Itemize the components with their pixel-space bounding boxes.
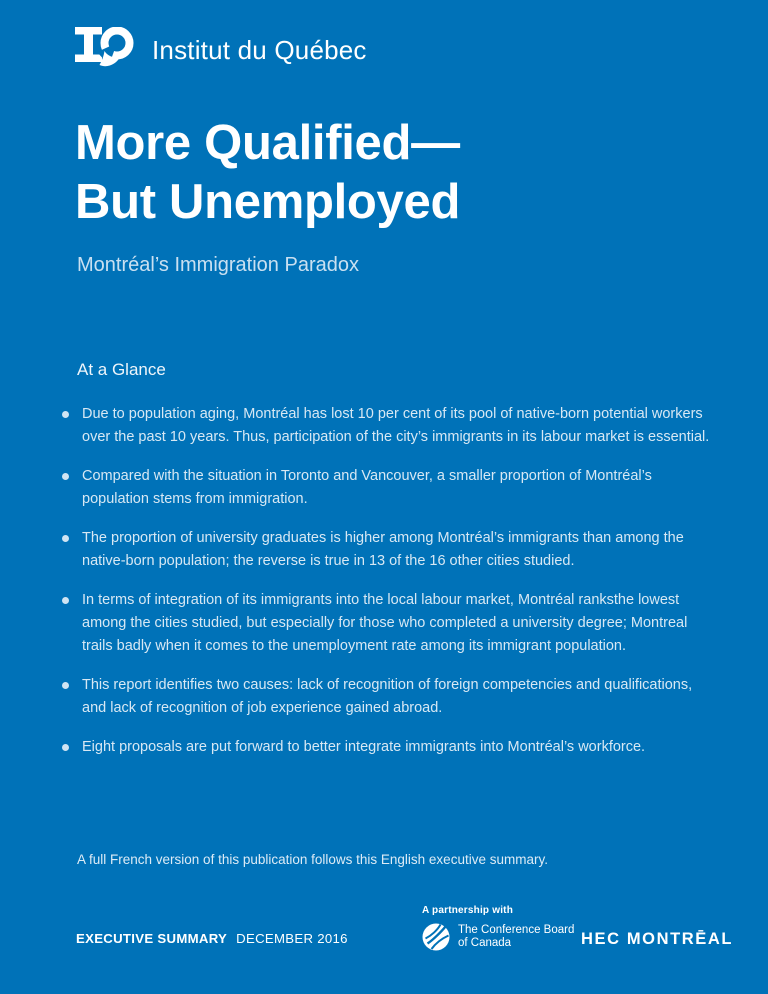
glance-bullet-list — [82, 403, 718, 775]
list-item — [82, 527, 718, 573]
bullet-text: Eight proposals are put forward to better integrate immigrants into Montréal’s workforce. — [82, 739, 646, 755]
bullet-dot-icon — [62, 682, 69, 689]
bullet-text: Due to population aging, Montréal has lost 10 per cent of its pool of native-born potential workers over the past 10 years. Thus, participation of the city’s immigrants in its labour market is essential. — [82, 406, 710, 445]
conference-board-logo — [422, 923, 574, 951]
bullet-dot-icon — [62, 744, 69, 751]
french-version-note: A full French version of this publication follows this English executive summary. — [77, 852, 548, 867]
at-a-glance-heading: At a Glance — [77, 360, 166, 379]
title-line-1: More Qualified— — [75, 116, 460, 170]
bullet-dot-icon — [62, 473, 69, 480]
bullet-text: Compared with the situation in Toronto and Vancouver, a smaller proportion of Montréal’s population stems from immigration. — [82, 468, 652, 507]
bullet-text: In terms of integration of its immigrants into the local labour market, Montréal ranksthe lowest among the cities studied, but especially for those who completed a university degree; Montreal trails badly when it comes to the unemployment rate among its immigrant population. — [82, 592, 688, 654]
list-item — [82, 674, 718, 720]
list-item — [82, 403, 718, 449]
list-item — [82, 465, 718, 511]
conference-board-line1: The Conference Board — [458, 923, 575, 936]
conference-board-globe-icon — [422, 923, 450, 951]
conference-board-name — [458, 924, 574, 951]
bullet-text: This report identifies two causes: lack of recognition of foreign competencies and qualifications, and lack of recognition of job experience gained abroad. — [82, 677, 693, 716]
footer-doc-info — [76, 931, 348, 946]
partnership-label: A partnership with — [422, 905, 514, 916]
list-item — [82, 589, 718, 658]
bullet-dot-icon — [62, 597, 69, 604]
bullet-dot-icon — [62, 535, 69, 542]
iq-monogram-icon — [75, 27, 136, 71]
doc-type-label: EXECUTIVE SUMMARY — [76, 931, 228, 946]
page-title — [75, 114, 460, 232]
page-subtitle: Montréal’s Immigration Paradox — [77, 254, 359, 276]
bullet-dot-icon — [62, 411, 69, 418]
conference-board-line2: of Canada — [458, 937, 512, 949]
institut-du-quebec-logo — [75, 27, 367, 71]
doc-date: DECEMBER 2016 — [236, 931, 348, 946]
bullet-text: The proportion of university graduates is higher among Montréal’s immigrants than among the native-born population; the reverse is true in 13 of the 16 other cities studied. — [82, 530, 684, 569]
hec-montreal-wordmark: HEC MONTRĒAL — [581, 930, 734, 948]
org-name: Institut du Québec — [152, 35, 367, 65]
title-line-2: But Unemployed — [75, 175, 461, 229]
partnership-block — [422, 905, 574, 951]
list-item — [82, 736, 718, 759]
